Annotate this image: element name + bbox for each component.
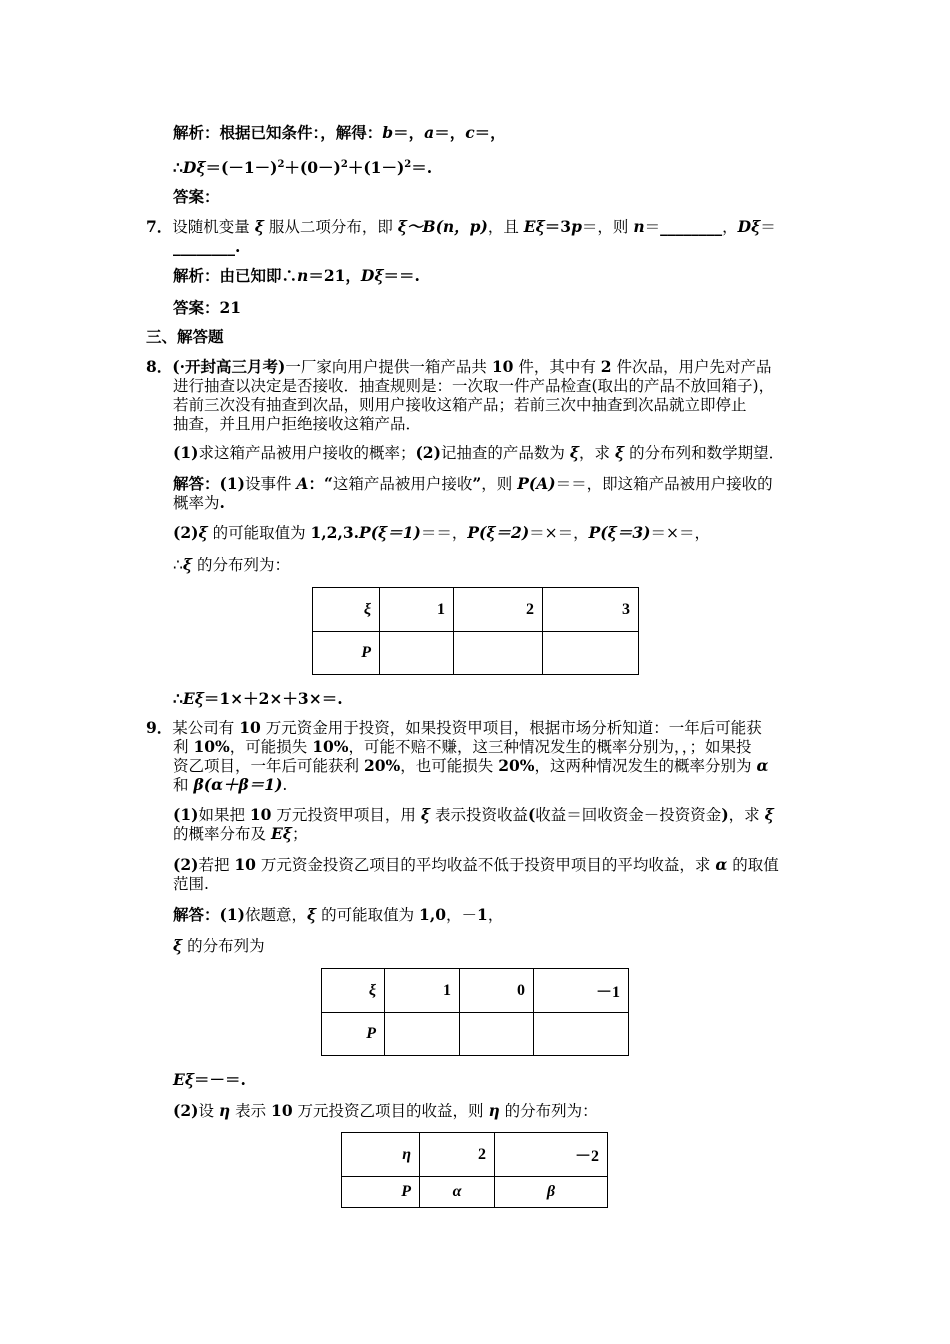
table-header-cell: P bbox=[322, 1013, 385, 1056]
table-cell bbox=[380, 632, 454, 675]
p9-sq1-line2: 的概率分布及 Eξ； bbox=[173, 824, 308, 843]
p8-solution-1: 解答：(1)设事件 A：“这箱产品被用户接收”，则 P(A)＝＝，即这箱产品被用户接收的 bbox=[173, 474, 773, 493]
table-cell: α bbox=[420, 1177, 495, 1208]
table-header-cell: η bbox=[342, 1133, 420, 1177]
table-cell: 1 bbox=[380, 588, 454, 632]
p9-line3: 资乙项目，一年后可能获利 20%，也可能损失 20%，这两种情况发生的概率分别为 α bbox=[173, 756, 769, 775]
p9-xi-distribution-table bbox=[321, 968, 629, 1056]
p6-answer: 答案： bbox=[173, 187, 220, 206]
p6-analysis-label: 解析：根据已知条件：，解得：b＝，a＝，c＝， bbox=[173, 123, 506, 142]
section-heading: 三、解答题 bbox=[146, 327, 224, 346]
p9-line4: 和 β(α＋β＝1). bbox=[173, 775, 288, 794]
table-cell bbox=[543, 632, 639, 675]
p9-line1: 9．某公司有 10 万元资金用于投资，如果投资甲项目，根据市场分析知道：一年后可能获 bbox=[146, 718, 762, 737]
p8-distribution-table bbox=[312, 587, 639, 675]
p8-expectation: ∴Eξ＝1×＋2×＋3×＝. bbox=[173, 689, 343, 708]
p9-dist-intro: ξ 的分布列为 bbox=[173, 936, 265, 955]
p6-variance-formula: $\therefore D\xi=(-1-)^2+(0-)^2+(1-)^2=$. bbox=[173, 158, 433, 178]
p8-line3: 若前三次没有抽查到次品，则用户接收这箱产品；若前三次中抽查到次品就立即停止 bbox=[173, 396, 747, 414]
p8-line4: 抽查，并且用户拒绝接收这箱产品． bbox=[173, 415, 422, 433]
p7-question: 7．设随机变量 ξ 服从二项分布，即 ξ～B(n，p)，且 Eξ＝3p＝，则 n＝________，Dξ＝ bbox=[146, 217, 776, 236]
table-cell: β bbox=[495, 1177, 608, 1208]
table-cell bbox=[454, 632, 543, 675]
table-header-cell: P bbox=[313, 632, 380, 675]
table-cell bbox=[534, 1013, 629, 1056]
p8-solution-1b: 概率为. bbox=[173, 493, 225, 512]
table-cell bbox=[460, 1013, 534, 1056]
table-cell: 3 bbox=[543, 588, 639, 632]
table-header-cell: ξ bbox=[322, 969, 385, 1013]
p9-line2: 利 10%，可能损失 10%，可能不赔不赚，这三种情况发生的概率分别为，，；如果投 bbox=[173, 737, 752, 756]
p8-solution-2: (2)ξ 的可能取值为 1,2,3.P(ξ＝1)＝＝，P(ξ＝2)＝×＝，P(ξ＝3)＝×＝， bbox=[173, 523, 710, 542]
p7-answer: 答案：21 bbox=[173, 298, 242, 317]
p9-solution-2: (2)设 η 表示 10 万元投资乙项目的收益，则 η 的分布列为： bbox=[173, 1101, 598, 1120]
table-cell bbox=[385, 1013, 460, 1056]
p8-line2: 进行抽查以决定是否接收．抽查规则是：一次取一件产品检查(取出的产品不放回箱子)， bbox=[173, 377, 775, 395]
table-cell: 2 bbox=[420, 1133, 495, 1177]
table-cell: 1 bbox=[385, 969, 460, 1013]
table-cell: －1 bbox=[534, 969, 629, 1013]
p9-solution-1: 解答：(1)依题意，ξ 的可能取值为 1,0，－1， bbox=[173, 905, 504, 924]
table-cell: －2 bbox=[495, 1133, 608, 1177]
p9-sq1-line1: (1)如果把 10 万元投资甲项目，用 ξ 表示投资收益(收益＝回收资金－投资资金)，求 ξ bbox=[173, 805, 774, 824]
p9-sq2-line1: (2)若把 10 万元资金投资乙项目的平均收益不低于投资甲项目的平均收益，求 α 的取值 bbox=[173, 855, 779, 874]
p8-line1: 8．(·开封高三月考)一厂家向用户提供一箱产品共 10 件，其中有 2 件次品，用户先对产品 bbox=[146, 357, 772, 376]
p7-analysis: 解析：由已知即∴n＝21，Dξ＝＝. bbox=[173, 266, 420, 285]
table-cell: 0 bbox=[460, 969, 534, 1013]
p9-sq2-line2: 范围. bbox=[173, 875, 209, 893]
p9-eta-distribution-table bbox=[341, 1132, 608, 1208]
p8-dist-intro: ∴ξ 的分布列为： bbox=[173, 555, 290, 574]
p9-expectation: Eξ＝－＝. bbox=[173, 1070, 246, 1089]
p7-blank2: ________. bbox=[173, 237, 241, 256]
table-cell: 2 bbox=[454, 588, 543, 632]
p8-subquestions: (1)求这箱产品被用户接收的概率；(2)记抽查的产品数为 ξ，求 ξ 的分布列和数学期望． bbox=[173, 443, 785, 462]
table-header-cell: ξ bbox=[313, 588, 380, 632]
table-header-cell: P bbox=[342, 1177, 420, 1208]
